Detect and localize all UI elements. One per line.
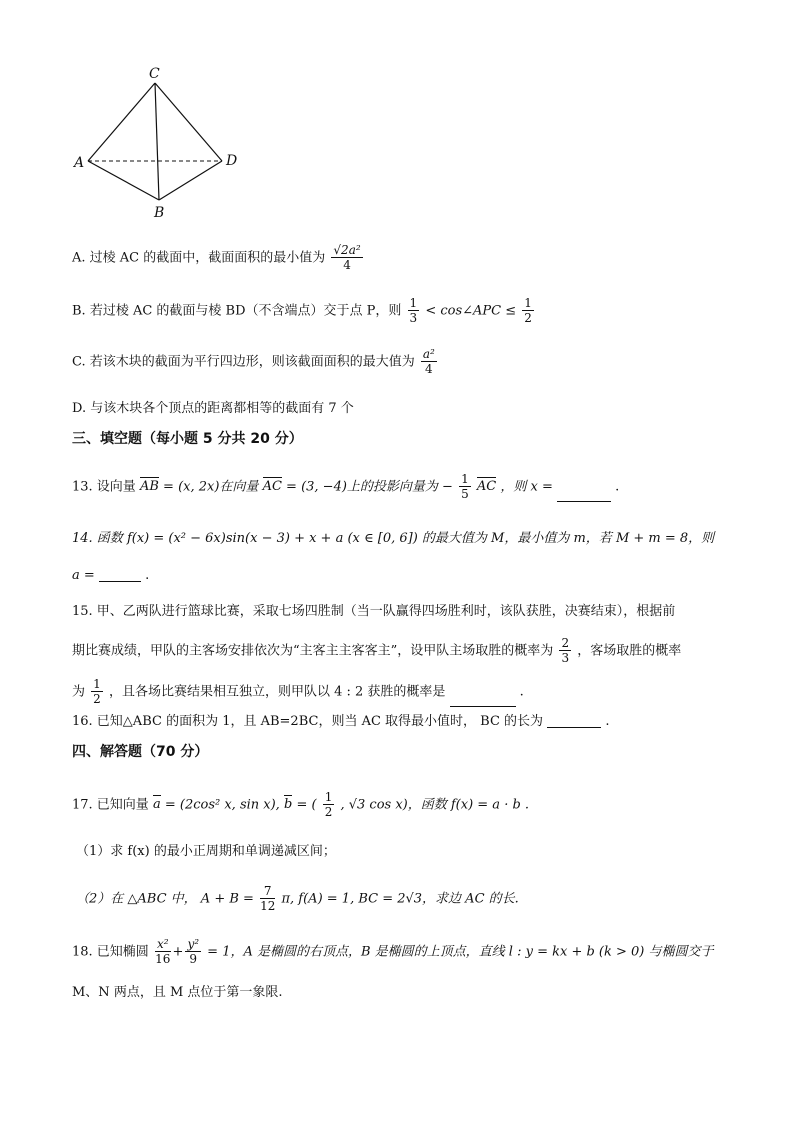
q15-fraction-home: $\frac{2}{3}$	[561, 636, 570, 666]
edge-AB	[88, 161, 159, 200]
option-b-text: B. 若过棱 AC 的截面与棱 BD（不含端点）交于点 P，则	[72, 303, 402, 319]
question-14	[72, 532, 714, 545]
option-b	[72, 296, 536, 326]
edge-CD	[155, 83, 222, 161]
vector-ab: AB	[139, 479, 159, 495]
option-c	[72, 347, 439, 377]
question-17: 17. 已知向量 a = (2cos² x, sin x), b = ( $\frac{1}{2}$ , √3 cos x)，函数 f(x) = a · b .	[72, 790, 530, 820]
section-3-title: 三、填空题（每小题 5 分共 20 分）	[72, 431, 303, 447]
option-a-text: A. 过棱 AC 的截面中，截面面积的最小值为	[72, 250, 326, 266]
tetrahedron-figure	[66, 62, 256, 222]
q13-fraction: $\frac{1}{5}$	[461, 472, 469, 502]
q16-answer-blank	[547, 727, 601, 728]
question-16: 16. 已知△ABC 的面积为 1，且 AB=2BC，则当 AC 取得最小值时， BC 的长为 .	[72, 714, 610, 729]
label-B: B	[154, 205, 165, 221]
q17-fraction: $\frac{1}{2}$	[324, 790, 333, 820]
label-C: C	[149, 66, 160, 82]
question-18: 18. 已知椭圆 $\frac{\text{x²}}{16}$ + $\frac{\text{y²}}{9}$ = 1，A 是椭圆的右顶点，B 是椭圆的上顶点，直线 l : y = kx + b (k > 0) 与椭圆交于	[72, 937, 714, 967]
q18-fraction-y: $\frac{\text{y²}}{9}$	[187, 937, 200, 967]
label-A: A	[74, 155, 85, 171]
question-14-line2: a = .	[72, 568, 150, 583]
option-a	[72, 243, 365, 273]
option-b-inequality: < cos∠APC ≤	[425, 303, 517, 319]
option-d	[72, 402, 354, 415]
question-13: 13. 设向量 AB = (x, 2x)在向量 AC = (3, −4)上的投影向量为 − $\frac{1}{5}$ AC ，则 x = .	[72, 472, 620, 502]
option-c-text: C. 若该木块的截面为平行四边形，则该截面面积的最大值为	[72, 354, 415, 370]
q14-answer-blank	[99, 581, 141, 582]
q15-answer-blank	[450, 706, 516, 707]
option-c-fraction: $\frac{\text{a²}}{4}$	[422, 347, 435, 377]
vector-b: b	[283, 797, 293, 813]
option-a-numerator: √2a²	[333, 243, 361, 257]
edge-AC	[88, 83, 155, 161]
q17-fraction-7-12: $\frac{7}{12}$	[260, 884, 276, 914]
vector-ac: AC	[262, 479, 282, 495]
question-17-part1: （1）求 f(x) 的最小正周期和单调递减区间；	[76, 844, 336, 859]
question-15-line3: 为 $\frac{1}{2}$ ，且各场比赛结果相互独立，则甲队以 4 : 2 获胜的概率是 .	[72, 677, 524, 707]
question-17-part2: （2）在 △ABC 中， A + B = $\frac{7}{12}$ π, f(A) = 1, BC = 2√3，求边 AC 的长.	[76, 884, 519, 914]
option-b-fraction-1: $\frac{1}{3}$	[409, 296, 418, 326]
option-b-fraction-2: $\frac{1}{2}$	[524, 296, 532, 326]
label-D: D	[226, 153, 238, 169]
q18-fraction-x: $\frac{\text{x²}}{16}$	[155, 937, 171, 967]
vector-a: a	[152, 797, 161, 813]
section-4-title: 四、解答题（70 分）	[72, 744, 209, 760]
question-18-line2: M、N 两点，且 M 点位于第一象限.	[72, 985, 283, 1000]
option-d-text: D. 与该木块各个顶点的距离都相等的截面有 7 个	[72, 401, 354, 416]
option-a-fraction	[331, 243, 362, 273]
q15-fraction-away: $\frac{1}{2}$	[93, 677, 101, 707]
q13-answer-blank	[557, 501, 611, 502]
question-15-line1: 15. 甲、乙两队进行篮球比赛，采取七场四胜制（当一队赢得四场胜利时，该队获胜，决赛结束），根据前	[72, 604, 676, 619]
edge-CB	[155, 83, 159, 200]
question-15-line2: 期比赛成绩，甲队的主客场安排依次为“主客主主客客主”，设甲队主场取胜的概率为 $\frac{2}{3}$ ，客场取胜的概率	[72, 636, 682, 666]
question-14-line1: 14. 函数 f(x) = (x² − 6x)sin(x − 3) + x + a (x ∈ [0, 6]) 的最大值为 M，最小值为 m，若 M + m = 8，则	[72, 531, 715, 546]
option-a-denominator: 4	[343, 258, 351, 273]
edge-BD	[159, 161, 222, 200]
